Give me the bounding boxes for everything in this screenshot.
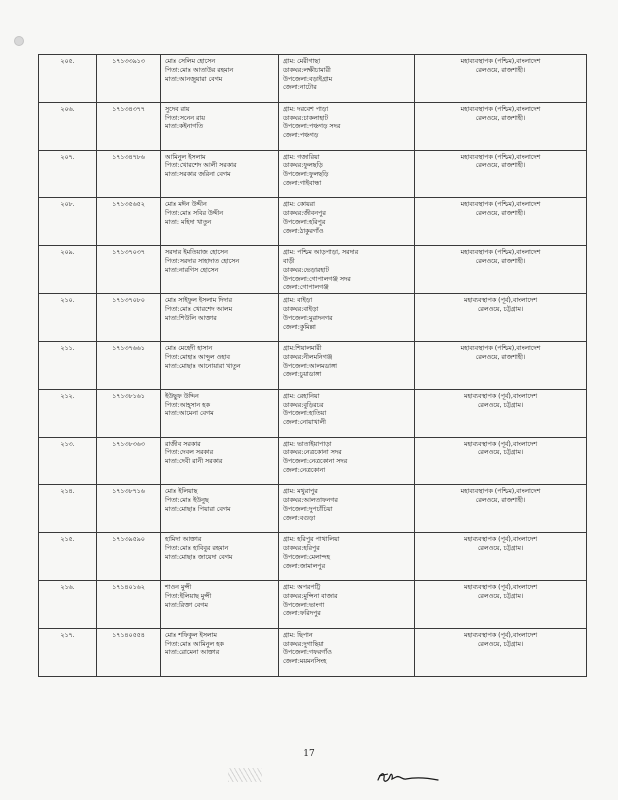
address-cell (279, 150, 415, 198)
candidate-table-body (39, 55, 587, 677)
candidate-name: মোঃ মেহেদী হাসান (165, 344, 213, 352)
table-row (39, 437, 587, 485)
table-row (39, 102, 587, 150)
serial-cell (39, 246, 97, 294)
father-name: পিতা:সরদার সাহাদাত হোসেন (165, 257, 240, 265)
office-cell (415, 533, 587, 581)
office-cell (415, 628, 587, 676)
address-line: উপজেলা:মেলান্দহ (283, 553, 330, 561)
candidate-name: মোঃ মঈন উদ্দীন (165, 201, 207, 209)
father-name: পিতা:মোঃ আতাউর রহমান (165, 66, 234, 74)
father-name: পিতা:সনেন রায় (165, 114, 205, 122)
candidate-name: মোঃ সাইফুল ইসলাম দিদার (165, 297, 232, 305)
office-line: রেলওয়ে, চট্টগ্রাম। (477, 592, 524, 600)
office-cell (415, 389, 587, 437)
father-name: পিতা:দেবল সরকার (165, 449, 214, 457)
roll-cell (97, 533, 161, 581)
address-line: জেলা:জামালপুর (283, 562, 326, 570)
serial-cell (39, 102, 97, 150)
mother-name: মাতা:সরকার জরিনা বেগম (165, 171, 231, 179)
address-cell (279, 533, 415, 581)
address-line: বাড়ী (283, 257, 295, 265)
table-row (39, 389, 587, 437)
candidate-name: মোঃ সেলিম হোসেন (165, 58, 216, 65)
mother-name: মাতা:রোমেনা আক্তার (165, 649, 220, 657)
serial-number: ২০৭. (60, 153, 75, 161)
serial-number: ২০৮. (60, 201, 75, 209)
address-line: জেলা:ফরিদপুর (283, 610, 321, 618)
serial-number: ২১৪. (60, 488, 75, 496)
office-cell (415, 198, 587, 246)
candidate-name: শাওন মুন্সী (165, 583, 192, 591)
address-line: গ্রাম: মথুরাপুর (283, 488, 318, 496)
address-line: উপজেলা:নেত্রকোনা সদর (283, 458, 348, 466)
roll-number: ১৭১৩৭০৩৭ (112, 249, 145, 257)
office-line: রেলওয়ে, রাজশাহী। (475, 497, 526, 505)
roll-cell (97, 102, 161, 150)
mother-name: মাতা:মোছাঃ জায়েদা বেগম (165, 553, 233, 561)
candidate-name: মোঃ শফিকুল ইসলাম (165, 631, 217, 639)
address-line: উপজেলা:বড়াইগ্রাম (283, 75, 333, 83)
name-cell (161, 437, 279, 485)
address-line: উপজেলা:আলমডাঙ্গা (283, 362, 337, 370)
office-line: রেলওয়ে, চট্টগ্রাম। (477, 305, 524, 313)
address-cell (279, 102, 415, 150)
candidate-name: ইউছুফ উদ্দিন (165, 392, 199, 400)
office-line: রেলওয়ে, চট্টগ্রাম। (477, 449, 524, 457)
roll-number: ১৭১৩৯৫৯০ (112, 536, 145, 544)
office-line: মহাব্যবস্থাপক (পূর্ব),বাংলাদেশ (464, 297, 537, 305)
roll-number: ১৭১৩৫৬৫২ (112, 201, 145, 209)
mother-name: মাতা:কইনাগতি (165, 123, 203, 131)
father-name: পিতা:মোহাঃ আব্দুল ওহাব (165, 353, 230, 361)
serial-cell (39, 341, 97, 389)
address-line: গ্রাম: অপরপট্টি (283, 583, 321, 591)
address-line: উপজেলা:ফুলছড়ি (283, 171, 329, 179)
signature (376, 768, 440, 786)
address-line: জেলা:কুমিল্লা (283, 323, 316, 331)
address-cell (279, 246, 415, 294)
name-cell (161, 485, 279, 533)
serial-number: ২০৯. (60, 249, 75, 257)
address-line: ডাকঘর:নীলমনিগঞ্জ (283, 353, 333, 361)
address-cell (279, 437, 415, 485)
office-line: মহাব্যবস্থাপক (পূর্ব),বাংলাদেশ (464, 583, 537, 591)
address-line: গ্রাম: বাইড়া (283, 297, 313, 305)
address-line: ডাকঘর:আলতাফনগর (283, 497, 338, 505)
name-cell (161, 150, 279, 198)
office-line: মহাব্যবস্থাপক (পূর্ব),বাংলাদেশ (464, 440, 537, 448)
roll-cell (97, 628, 161, 676)
address-cell (279, 341, 415, 389)
father-name: পিতা:মোঃ আমিনুল হক (165, 640, 224, 648)
address-line: জেলা:গোপালগঞ্জ (283, 284, 329, 292)
roll-cell (97, 198, 161, 246)
roll-number: ১৭১৩৭০৮০ (112, 297, 145, 305)
candidate-name: মোঃ ইলিয়াছ (165, 488, 198, 496)
roll-cell (97, 294, 161, 342)
address-line: উপজেলা:হাতিয়া (283, 410, 327, 418)
serial-cell (39, 150, 97, 198)
address-line: জেলা:নেত্রকোনা (283, 466, 326, 474)
address-line: উপজেলা:ভাংগা (283, 601, 325, 609)
office-line: রেলওয়ে, রাজশাহী। (475, 210, 526, 218)
candidate-name: হামিদা আক্তার (165, 536, 202, 544)
roll-cell (97, 55, 161, 103)
address-line: জেলা:বগুড়া (283, 514, 316, 522)
table-row (39, 150, 587, 198)
office-cell (415, 150, 587, 198)
address-line: জেলা:ময়মনসিংহ (283, 658, 327, 666)
address-cell (279, 294, 415, 342)
candidate-name: আমিনুল ইসলাম (165, 153, 206, 161)
office-line: মহাব্যবস্থাপক (পশ্চিম),বাংলাদেশ (460, 105, 541, 113)
office-line: রেলওয়ে, রাজশাহী। (475, 353, 526, 361)
address-line: গ্রাম: রেহানিয়া (283, 392, 320, 400)
roll-cell (97, 580, 161, 628)
name-cell (161, 198, 279, 246)
office-line: রেলওয়ে, চট্টগ্রাম। (477, 401, 524, 409)
roll-number: ১৭১৪০১৬২ (112, 583, 145, 591)
roll-number: ১৭১৪০৫৫৪ (112, 631, 145, 639)
address-line: ডাকঘর:জীবনপুর (283, 210, 326, 218)
address-line: গ্রাম: ছিপান (283, 631, 313, 639)
table-row (39, 580, 587, 628)
roll-number: ১৭১৩৪৩৭৭ (112, 105, 145, 113)
serial-cell (39, 389, 97, 437)
address-line: গ্রাম: ভাতাইয়াপাড়া (283, 440, 332, 448)
serial-number: ২১১. (60, 344, 75, 352)
table-row (39, 341, 587, 389)
roll-number: ১৭১৩৭৬৬১ (112, 344, 145, 352)
office-line: রেলওয়ে, রাজশাহী। (475, 66, 526, 74)
name-cell (161, 628, 279, 676)
serial-cell (39, 485, 97, 533)
serial-number: ২১২. (60, 392, 75, 400)
table-row (39, 628, 587, 676)
office-line: মহাব্যবস্থাপক (পশ্চিম),বাংলাদেশ (460, 488, 541, 496)
address-cell (279, 628, 415, 676)
mother-name: মাতা:রিক্তা বেগম (165, 601, 208, 609)
office-line: মহাব্যবস্থাপক (পূর্ব),বাংলাদেশ (464, 536, 537, 544)
roll-number: ১৭১৩৮৩৬৩ (112, 440, 145, 448)
address-line: জেলা:পঞ্চগড় (283, 132, 319, 140)
address-line: ডাকঘর:নেত্রকোনা সদর (283, 449, 342, 457)
roll-number: ১৭১৩৮১৬১ (112, 392, 145, 400)
roll-cell (97, 389, 161, 437)
address-line: ডাকঘর:দুগাছিয়া (283, 640, 324, 648)
address-line: ডাকঘর:ভেড়ারহাট (283, 266, 329, 274)
table-row (39, 198, 587, 246)
address-line: গ্রাম: গজারিয়া (283, 153, 320, 161)
office-cell (415, 580, 587, 628)
table-row (39, 533, 587, 581)
page-number: 17 (303, 749, 315, 759)
office-line: রেলওয়ে, চট্টগ্রাম। (477, 640, 524, 648)
address-line: গ্রাম: দরবেশ পাড়া (283, 105, 329, 113)
address-line: উপজেলা:হরিপুর (283, 218, 326, 226)
serial-number: ২১০. (60, 297, 75, 305)
office-line: মহাব্যবস্থাপক (পশ্চিম),বাংলাদেশ (460, 153, 541, 161)
address-line: উপজেলা:মুরাদনগর (283, 314, 333, 322)
father-name: পিতা:মোঃ সবির উদ্দীন (165, 210, 224, 218)
serial-cell (39, 628, 97, 676)
address-cell (279, 580, 415, 628)
serial-number: ২১৫. (60, 536, 75, 544)
roll-cell (97, 341, 161, 389)
serial-number: ২১৬. (60, 583, 75, 591)
address-line: উপজেলা:গোপালগঞ্জ সদর (283, 275, 351, 283)
address-cell (279, 485, 415, 533)
name-cell (161, 55, 279, 103)
address-line: ডাকঘর:চাকলাহাট (283, 114, 329, 122)
mother-name: মাতা:মোছাঃ আনোয়ারা খাতুন (165, 362, 241, 370)
serial-number: ২১৩. (60, 440, 75, 448)
serial-cell (39, 437, 97, 485)
office-cell (415, 294, 587, 342)
address-line: জেলা:ঠাকুরগাঁও (283, 227, 324, 235)
serial-cell (39, 198, 97, 246)
roll-cell (97, 246, 161, 294)
address-line: ডাকঘর:বুড়িরচর (283, 401, 324, 409)
office-line: রেলওয়ে, রাজশাহী। (475, 162, 526, 170)
name-cell (161, 580, 279, 628)
address-line: জেলা:চুয়াডাঙ্গা (283, 371, 322, 379)
name-cell (161, 102, 279, 150)
address-cell (279, 198, 415, 246)
office-line: মহাব্যবস্থাপক (পশ্চিম),বাংলাদেশ (460, 201, 541, 209)
father-name: পিতা:মোঃ ইউনুছ (165, 497, 209, 505)
office-line: মহাব্যবস্থাপক (পশ্চিম),বাংলাদেশ (460, 344, 541, 352)
mother-name: মাতা: মহিদা খাতুন (165, 218, 212, 226)
roll-cell (97, 437, 161, 485)
serial-number: ২০৫. (60, 58, 75, 65)
serial-number: ২০৬. (60, 105, 75, 113)
address-line: ডাকঘর:মুন্সিনা বাজার (283, 592, 338, 600)
punch-hole (14, 36, 24, 46)
address-line: গ্রাম:শিয়ালমারী (283, 344, 322, 352)
table-row (39, 485, 587, 533)
father-name: পিতা:আহ্সান হক (165, 401, 210, 409)
name-cell (161, 341, 279, 389)
address-line: ডাকঘর:লক্ষীচামারী (283, 66, 331, 74)
office-line: রেলওয়ে, রাজশাহী। (475, 114, 526, 122)
roll-cell (97, 485, 161, 533)
office-cell (415, 246, 587, 294)
address-line: উপজেলা:গফরগাঁও (283, 649, 332, 657)
mother-name: মাতা:আমেনা বেগম (165, 410, 214, 418)
roll-number: ১৭১৩৩৯১৩ (112, 58, 145, 65)
address-line: জেলা:নাটোর (283, 84, 317, 92)
candidate-name: সরদার ইমতিয়াজ হোসেন (165, 249, 228, 257)
address-line: উপজেলা:পঞ্চগড় সদর (283, 123, 341, 131)
mother-name: মাতা:নারগিস হোসেন (165, 266, 219, 274)
office-cell (415, 485, 587, 533)
address-line: জেলা:গাইবান্ধা (283, 179, 322, 187)
scan-smudge (228, 768, 262, 782)
father-name: পিতা:খোরশেদ আলী সরকার (165, 162, 237, 170)
candidate-table (38, 54, 587, 677)
office-line: রেলওয়ে, চট্টগ্রাম। (477, 544, 524, 552)
father-name: পিতা:ইলিয়াছ মুন্সী (165, 592, 212, 600)
table-row (39, 294, 587, 342)
serial-cell (39, 55, 97, 103)
table-row (39, 246, 587, 294)
mother-name: মাতা:মোছাঃ পিয়ারা বেগম (165, 505, 231, 513)
office-cell (415, 102, 587, 150)
address-cell (279, 389, 415, 437)
mother-name: মাতা:আনজুয়ারা বেগম (165, 75, 223, 83)
address-line: জেলা:নোয়াখালী (283, 419, 326, 427)
mother-name: মাতা:শিউলি আক্তার (165, 314, 217, 322)
name-cell (161, 294, 279, 342)
address-line: গ্রাম: হরিপুর পাথালিয়া (283, 536, 340, 544)
roll-cell (97, 150, 161, 198)
address-line: গ্রাম: মেরীগাছা (283, 58, 321, 65)
office-line: রেলওয়ে, রাজশাহী। (475, 257, 526, 265)
candidate-name: রাজীব সরকার (165, 440, 201, 448)
office-line: মহাব্যবস্থাপক (পূর্ব),বাংলাদেশ (464, 631, 537, 639)
office-line: মহাব্যবস্থাপক (পশ্চিম),বাংলাদেশ (460, 58, 541, 65)
roll-number: ১৭১৩৮৭১৬ (112, 488, 145, 496)
roll-number: ১৭১৩৪৭৮৬ (112, 153, 145, 161)
office-line: মহাব্যবস্থাপক (পশ্চিম),বাংলাদেশ (460, 249, 541, 257)
name-cell (161, 533, 279, 581)
candidate-name: সুদেব রায় (165, 105, 190, 113)
office-cell (415, 55, 587, 103)
address-line: গ্রাম: পশ্চিম আড়পাড়া, সরদার (283, 249, 359, 257)
address-cell (279, 55, 415, 103)
table-row (39, 55, 587, 103)
serial-cell (39, 533, 97, 581)
serial-cell (39, 294, 97, 342)
address-line: ডাকঘর:ফুলছড়ি (283, 162, 323, 170)
office-line: মহাব্যবস্থাপক (পূর্ব),বাংলাদেশ (464, 392, 537, 400)
father-name: পিতা:মোঃ হাবিবুর রহমান (165, 544, 229, 552)
serial-cell (39, 580, 97, 628)
address-line: ডাকঘর:হরিপুর (283, 544, 320, 552)
father-name: পিতা:মোঃ খোরশেদ আলম (165, 305, 233, 313)
address-line: ডাকঘর:বাইড়া (283, 305, 319, 313)
address-line: গ্রাম: কোয়রা (283, 201, 315, 209)
office-cell (415, 437, 587, 485)
mother-name: মাতা:দেবী রানী সরকার (165, 458, 223, 466)
serial-number: ২১৭. (60, 631, 75, 639)
name-cell (161, 389, 279, 437)
office-cell (415, 341, 587, 389)
address-line: উপজেলা:দুপচাঁচিয়া (283, 505, 333, 513)
name-cell (161, 246, 279, 294)
